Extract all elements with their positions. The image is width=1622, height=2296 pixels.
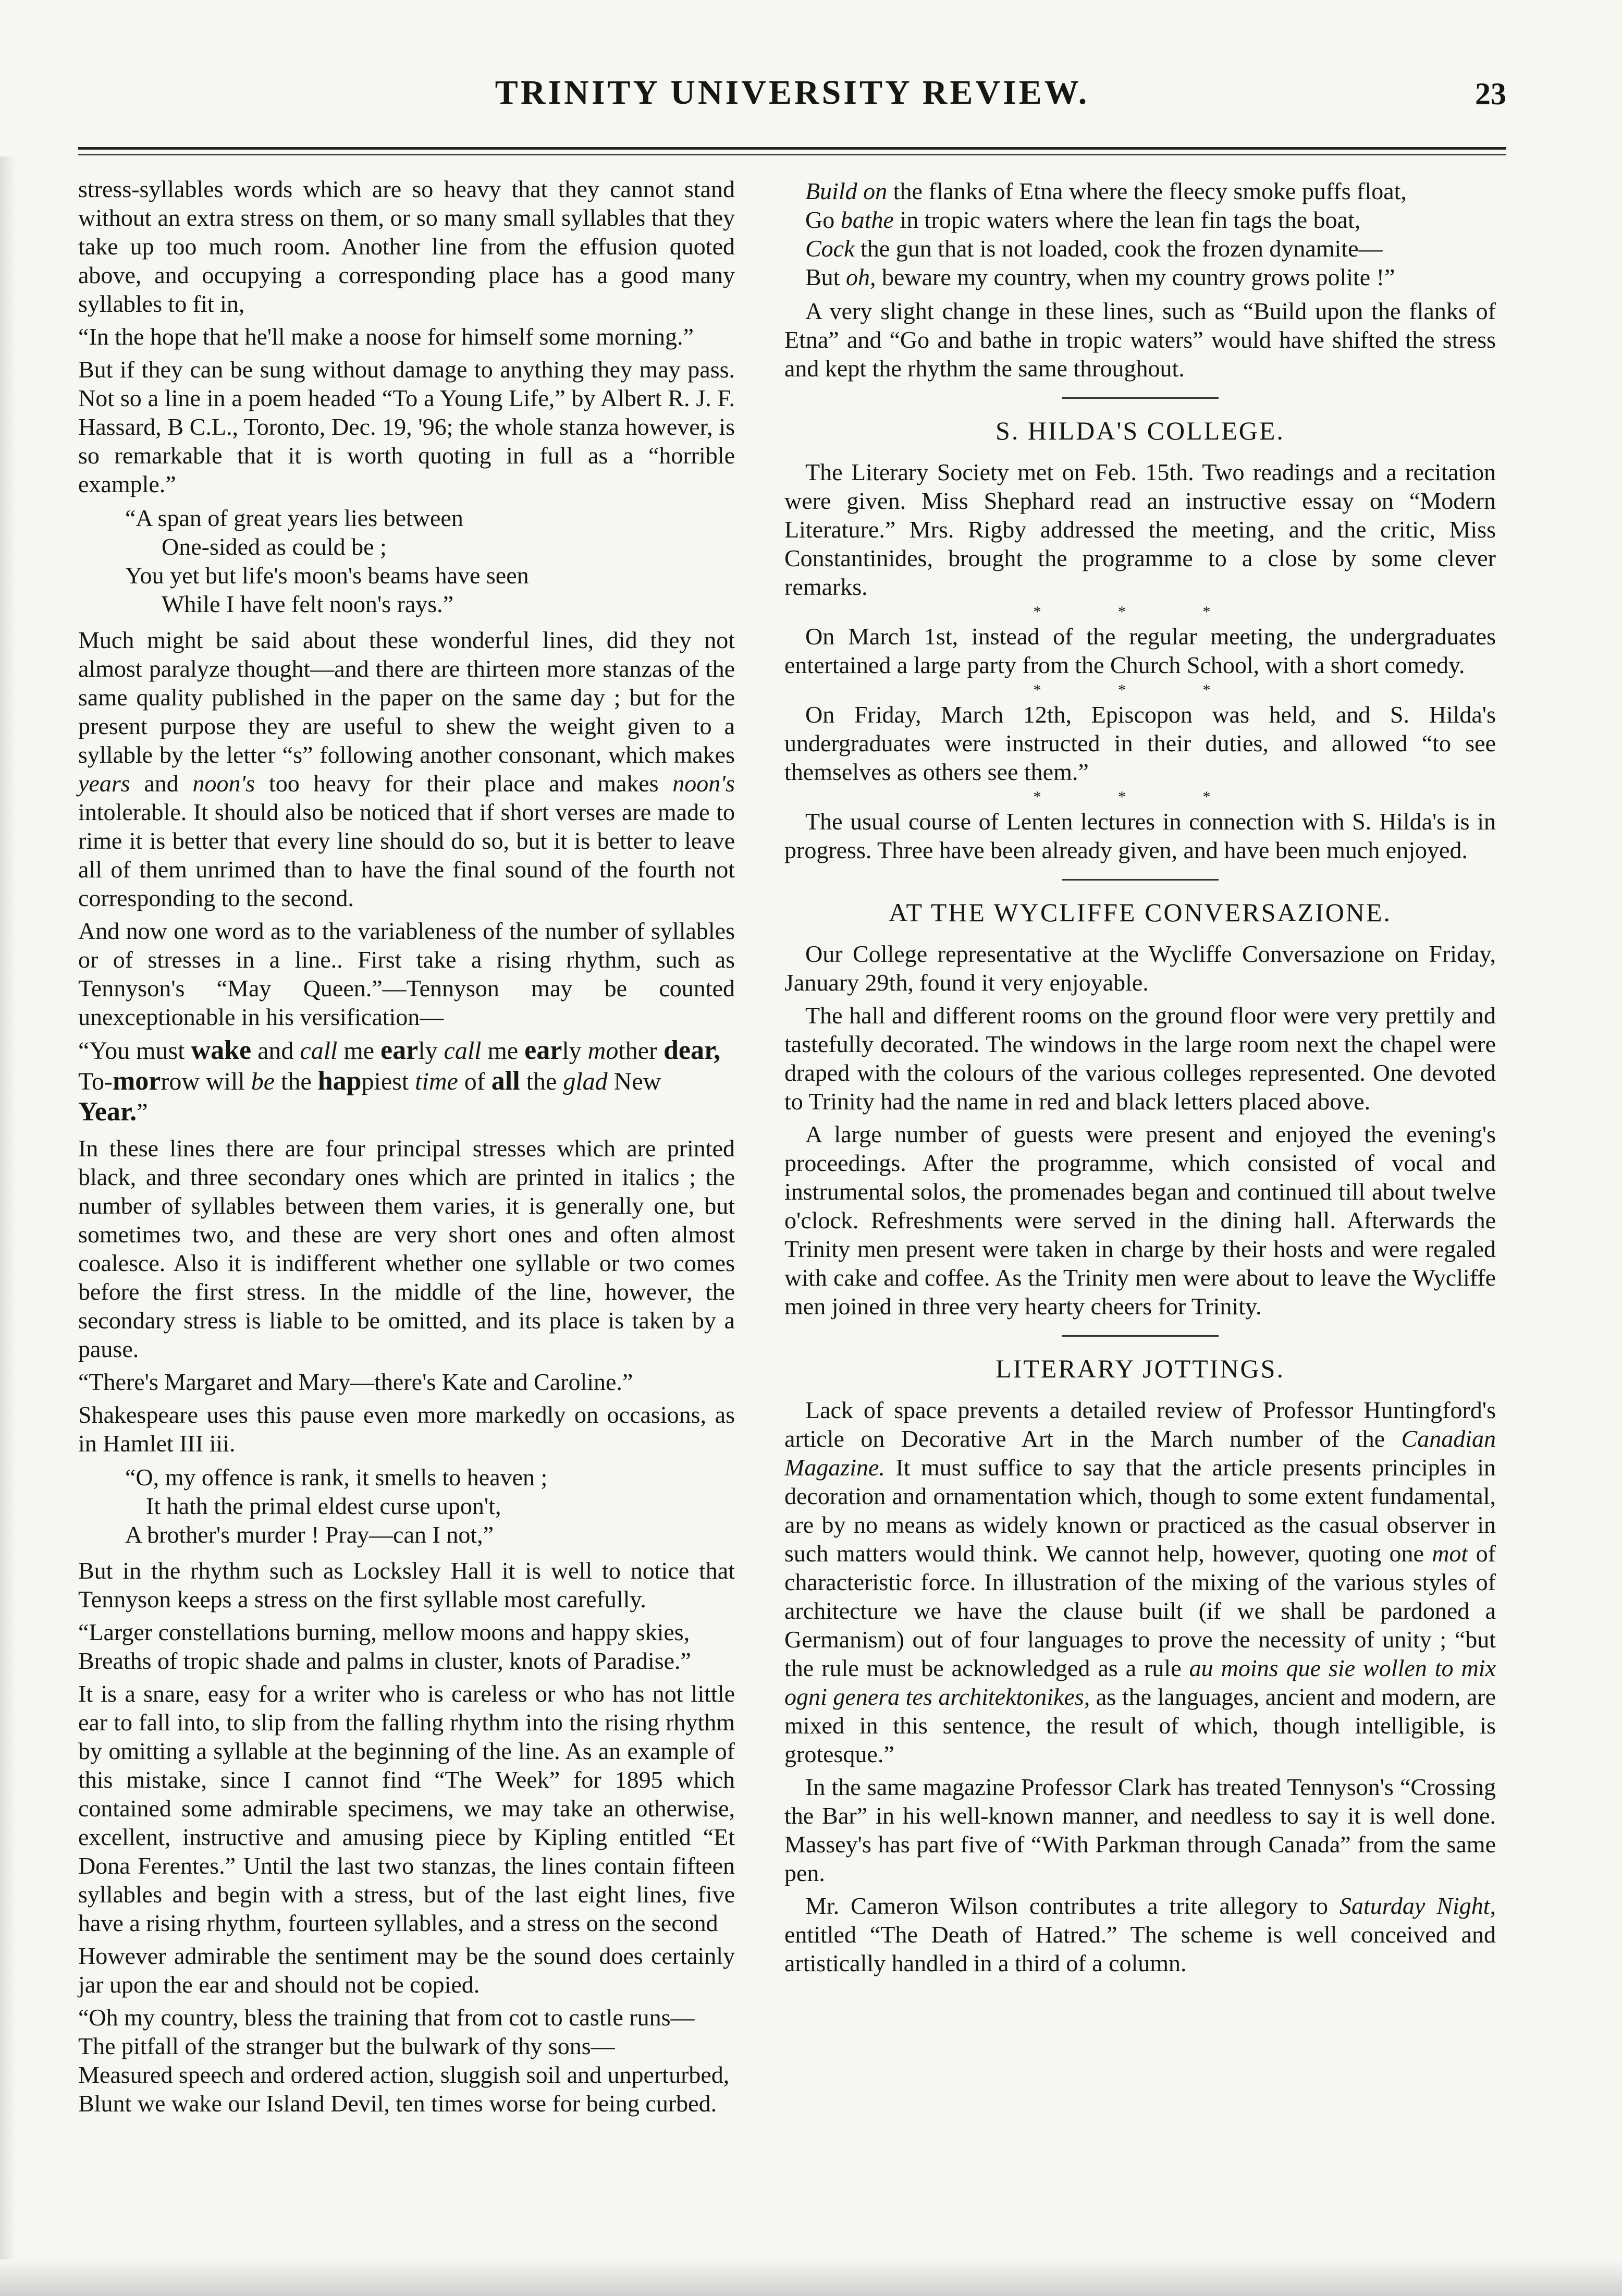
verse-line: You yet but life's moon's beams have seen — [125, 562, 529, 589]
left-paragraph-5: In these lines there are four principal stresses which are printed black, and three secondary ones which are printed in italics ; the number of syllables between them varies, it is generally one, but sometimes two, and these are very short ones and often almost coalesce. Also it is indifferent whether one syllable or two comes before the first stress. In the middle of the line, however, the secondary stress is liable to be omitted, and its place is taken by a pause. — [78, 1135, 735, 1362]
section-title-wycliffe: AT THE WYCLIFFE CONVERSAZIONE. — [888, 898, 1392, 927]
wycliffe-paragraph-2: The hall and different rooms on the ground floor were very prettily and tastefully decorated. The windows in the large room next the chapel were draped with the colours of the various colleges represented. One devoted to Trinity had the name in red and black letters placed above. — [784, 1002, 1496, 1115]
italic-word: Cock — [805, 235, 855, 262]
text-run: ” — [137, 1098, 148, 1126]
secondary-stress: call — [444, 1037, 482, 1065]
italic-word: noon's — [192, 770, 255, 797]
left-paragraph-4: And now one word as to the variableness of the number of syllables or of stresses in a line.. First take a rising rhythm, such as Tennyson's “May Queen.”—Tennyson may be counted unexceptionable in his versification— — [78, 918, 735, 1030]
text-run: ly — [562, 1037, 588, 1065]
left-paragraph-2: But if they can be sung without damage to anything they may pass. Not so a line in a poem headed “To a Young Life,” by Albert R. J. F. Hassard, B C.L., Toronto, Dec. 19, '96; the whole stanza however, is so remarkable that it is worth quoting in full as a “horrible example.” — [78, 356, 735, 497]
verse-line: “A span of great years lies between — [125, 505, 463, 531]
text-run: me — [337, 1037, 381, 1065]
verse-line: While I have felt noon's rays.” — [162, 591, 454, 617]
text-run: Mr. Cameron Wilson contributes a trite allegory to — [805, 1892, 1328, 1919]
jottings-paragraph-1 — [784, 1396, 1496, 1768]
text-run: “You must — [78, 1037, 191, 1065]
page-header — [78, 73, 1506, 136]
verse-line: The pitfall of the stranger but the bulwark of thy sons— — [78, 2033, 615, 2059]
hilda-paragraph-2: On March 1st, instead of the regular meeting, the undergraduates entertained a large party from the Church School, with a short comedy. — [784, 623, 1496, 678]
italic-title: Saturday Night, — [1339, 1892, 1496, 1919]
stressed-syllable: Year. — [78, 1097, 137, 1127]
italic-word: mot — [1432, 1540, 1468, 1567]
section-divider — [1062, 879, 1219, 881]
text-run: the — [275, 1068, 318, 1095]
text-run: piest — [361, 1068, 415, 1095]
italic-word: years — [78, 770, 130, 797]
asterism: * * * — [1033, 603, 1247, 620]
text-run: But — [805, 264, 846, 290]
secondary-stress: call — [300, 1037, 338, 1065]
wycliffe-paragraph-3: A large number of guests were present and enjoyed the evening's proceedings. After the programme, which consisted of vocal and instrumental solos, the promenades began and continued till about twelve o'clock. Refreshments were served in the dining hall. Afterwards the Trinity men present were taken in charge by their hosts and were regaled with cake and coffee. As the Trinity men were about to leave the Wycliffe men joined in three very hearty cheers for Trinity. — [784, 1121, 1496, 1320]
page-bottom-shadow — [0, 2260, 1622, 2296]
text-run: It must suffice to say that the article presents principles in decoration and ornamentation which, though to some extent fundamental, are by no means as widely known or practiced as the casual observer in such matters would think. We cannot help, however, quoting one — [784, 1454, 1496, 1567]
header-rule-thin — [78, 154, 1506, 155]
text-run: beware my country, when my country grows polite !” — [876, 264, 1395, 290]
hilda-paragraph-4: The usual course of Lenten lectures in connection with S. Hilda's is in progress. Three have been already given, and have been much enjoyed. — [784, 808, 1496, 863]
italic-phrase: au moins que sie wollen to mix ogni genera tes architektonikes, — [784, 1655, 1496, 1710]
text-run: entitled “The Death of Hatred.” The scheme is well conceived and artistically handled in a third of a column. — [784, 1921, 1496, 1976]
text-run: in tropic waters where the lean fin tags the boat, — [893, 206, 1361, 233]
text-run: too heavy for their place and makes — [268, 770, 659, 797]
text-run: of — [458, 1068, 491, 1095]
stressed-syllable: all — [491, 1066, 520, 1096]
text-run: Much might be said about these wonderful lines, did they not almost paralyze thought—and there are thirteen more stanzas of the same quality published in the paper on the same day ; but for the present purpose they are useful to shew the weight given to a syllable by the letter “s” following another consonant, which makes — [78, 627, 735, 768]
stressed-syllable: hap — [317, 1066, 362, 1096]
secondary-stress: glad — [563, 1068, 608, 1095]
secondary-stress: mo — [587, 1037, 619, 1065]
text-run: me — [481, 1037, 525, 1065]
section-title-jottings: LITERARY JOTTINGS. — [996, 1354, 1285, 1383]
italic-word: Build on — [805, 178, 888, 204]
text-run: as the languages, ancient and modern, are mixed in this sentence, the result of which, though intelligible, is grotesque.” — [784, 1683, 1496, 1767]
quoted-line-noose: “In the hope that he'll make a noose for himself some morning.” — [78, 323, 694, 350]
text-run: ther — [618, 1037, 663, 1065]
stressed-syllable: ear — [524, 1035, 562, 1065]
section-divider — [1062, 397, 1219, 399]
left-paragraph-9: However admirable the sentiment may be the sound does certainly jar upon the ear and should not be copied. — [78, 1943, 735, 1998]
text-run: Lack of space prevents a detailed review of Professor Huntingford's article on Decorative Art in the March number of the — [784, 1397, 1496, 1452]
verse-line — [805, 263, 1496, 291]
verse-line: One-sided as could be ; — [162, 533, 387, 560]
text-run: row will — [161, 1068, 251, 1095]
stressed-syllable: wake — [191, 1035, 252, 1065]
verse-hamlet — [125, 1463, 735, 1549]
text-run: the gun that is not loaded, cook the frozen dynamite— — [854, 235, 1383, 262]
text-run: ly — [418, 1037, 444, 1065]
text-run: To- — [78, 1068, 113, 1095]
asterism: * * * — [1033, 788, 1247, 805]
stressed-syllable: mor — [112, 1066, 161, 1096]
text-run: Go — [805, 206, 841, 233]
verse-hassard — [125, 504, 735, 618]
left-paragraph-7: But in the rhythm such as Locksley Hall it is well to notice that Tennyson keeps a stress on the first syllable most carefully. — [78, 1557, 735, 1613]
verse-kipling — [78, 2003, 735, 2118]
text-run: and — [144, 770, 179, 797]
page-number: 23 — [1475, 77, 1506, 111]
wycliffe-paragraph-1: Our College representative at the Wycliffe Conversazione on Friday, January 29th, found it very enjoyable. — [784, 941, 1496, 996]
header-rule-thick — [78, 147, 1506, 150]
left-paragraph-6: Shakespeare uses this pause even more markedly on occasions, as in Hamlet III iii. — [78, 1401, 735, 1457]
verse-line — [805, 234, 1496, 263]
running-head-title: TRINITY UNIVERSITY REVIEW. — [495, 74, 1090, 112]
jottings-paragraph-3 — [784, 1891, 1496, 1977]
text-run: of characteristic force. In illustration of the mixing of the various styles of architecture we have the clause built (if we shall be pardoned a Germanism) out of four languages to prove the necessity of unity ; “but the rule must be acknowledged as a rule — [784, 1540, 1496, 1681]
verse-line: “O, my offence is rank, it smells to heaven ; — [125, 1464, 548, 1491]
text-run: and — [251, 1037, 300, 1065]
may-queen-example — [78, 1035, 735, 1128]
stressed-syllable: dear, — [663, 1035, 721, 1065]
verse-line: “Oh my country, bless the training that from cot to castle runs— — [78, 2004, 695, 2031]
secondary-stress: be — [251, 1068, 275, 1095]
left-paragraph-1: stress-syllables words which are so heavy that they cannot stand without an extra stress on them, or so many small syllables that they take up too much room. Another line from the effusion quoted above, and occupying a corresponding place has a good many syllables to fit in, — [78, 176, 735, 317]
left-paragraph-3 — [78, 626, 735, 912]
italic-word: bathe — [840, 206, 894, 233]
secondary-stress: time — [415, 1068, 458, 1095]
italic-title: Canadian Magazine. — [784, 1425, 1496, 1481]
left-column — [78, 175, 735, 2123]
text-run: intolerable. It should also be noticed that if short verses are made to rime it is better that every line should do so, but it is better to leave all of them unrimed than to have the final sound of the fourth not corresponding to the second. — [78, 799, 735, 911]
quoted-line-margaret: “There's Margaret and Mary—there's Kate and Caroline.” — [78, 1369, 633, 1395]
right-column — [784, 175, 1496, 1982]
may-queen-line-1 — [78, 1035, 735, 1066]
text-run: the flanks of Etna where the fleecy smoke puffs float, — [887, 178, 1407, 204]
verse-line: It hath the primal eldest curse upon't, — [146, 1493, 501, 1519]
text-run: the — [520, 1068, 563, 1095]
italic-word: noon's — [672, 770, 735, 797]
verse-line: Measured speech and ordered action, sluggish soil and unperturbed, — [78, 2061, 730, 2088]
hilda-paragraph-1: The Literary Society met on Feb. 15th. Two readings and a recitation were given. Miss Shephard read an instructive essay on “Modern Literature.” Mrs. Rigby addressed the meeting, and the critic, Miss Constantinides, brought the programme to a close by some clever remarks. — [784, 459, 1496, 600]
text-run: New — [607, 1068, 661, 1095]
italic-word: oh, — [845, 264, 876, 290]
left-paragraph-8: It is a snare, easy for a writer who is careless or who has not little ear to fall into, to slip from the falling rhythm into the rising rhythm by omitting a syllable at the beginning of the line. As an example of this mistake, since I cannot find “The Week” for 1895 which contained some admirable specimens, we may take an otherwise, excellent, instructive and amusing piece by Kipling entitled “Et Dona Ferentes.” Until the last two stanzas, the lines contain fifteen syllables and begin with a stress, but of the last eight lines, five have a rising rhythm, fourteen syllables, and a stress on the second — [78, 1680, 735, 1936]
jottings-paragraph-2: In the same magazine Professor Clark has treated Tennyson's “Crossing the Bar” in his well-known manner, and needless to say it is well done. Massey's has part five of “With Parkman through Canada” from the same pen. — [784, 1774, 1496, 1886]
quoted-locksley-hall: “Larger constellations burning, mellow moons and happy skies, Breaths of tropic shade and palms in cluster, knots of Paradise.” — [78, 1619, 691, 1674]
section-title-hilda: S. HILDA'S COLLEGE. — [996, 416, 1285, 445]
section-divider — [1062, 1335, 1219, 1337]
page-edge-shadow — [0, 156, 16, 2294]
hilda-paragraph-3: On Friday, March 12th, Episcopon was held, and S. Hilda's undergraduates were instructed in their duties, and allowed “to see themselves as others see them.” — [784, 701, 1496, 785]
stressed-syllable: ear — [380, 1035, 419, 1065]
asterism: * * * — [1033, 681, 1247, 699]
may-queen-line-2 — [78, 1066, 735, 1128]
verse-kipling-continued — [805, 177, 1496, 291]
verse-line — [805, 205, 1496, 234]
verse-line: A brother's murder ! Pray—can I not,” — [125, 1521, 494, 1548]
verse-line — [805, 177, 1496, 205]
right-paragraph-stress: A very slight change in these lines, such as “Build upon the flanks of Etna” and “Go and bathe in tropic waters” would have shifted the stress and kept the rhythm the same throughout. — [784, 298, 1496, 382]
verse-line: Blunt we wake our Island Devil, ten times worse for being curbed. — [78, 2090, 717, 2117]
